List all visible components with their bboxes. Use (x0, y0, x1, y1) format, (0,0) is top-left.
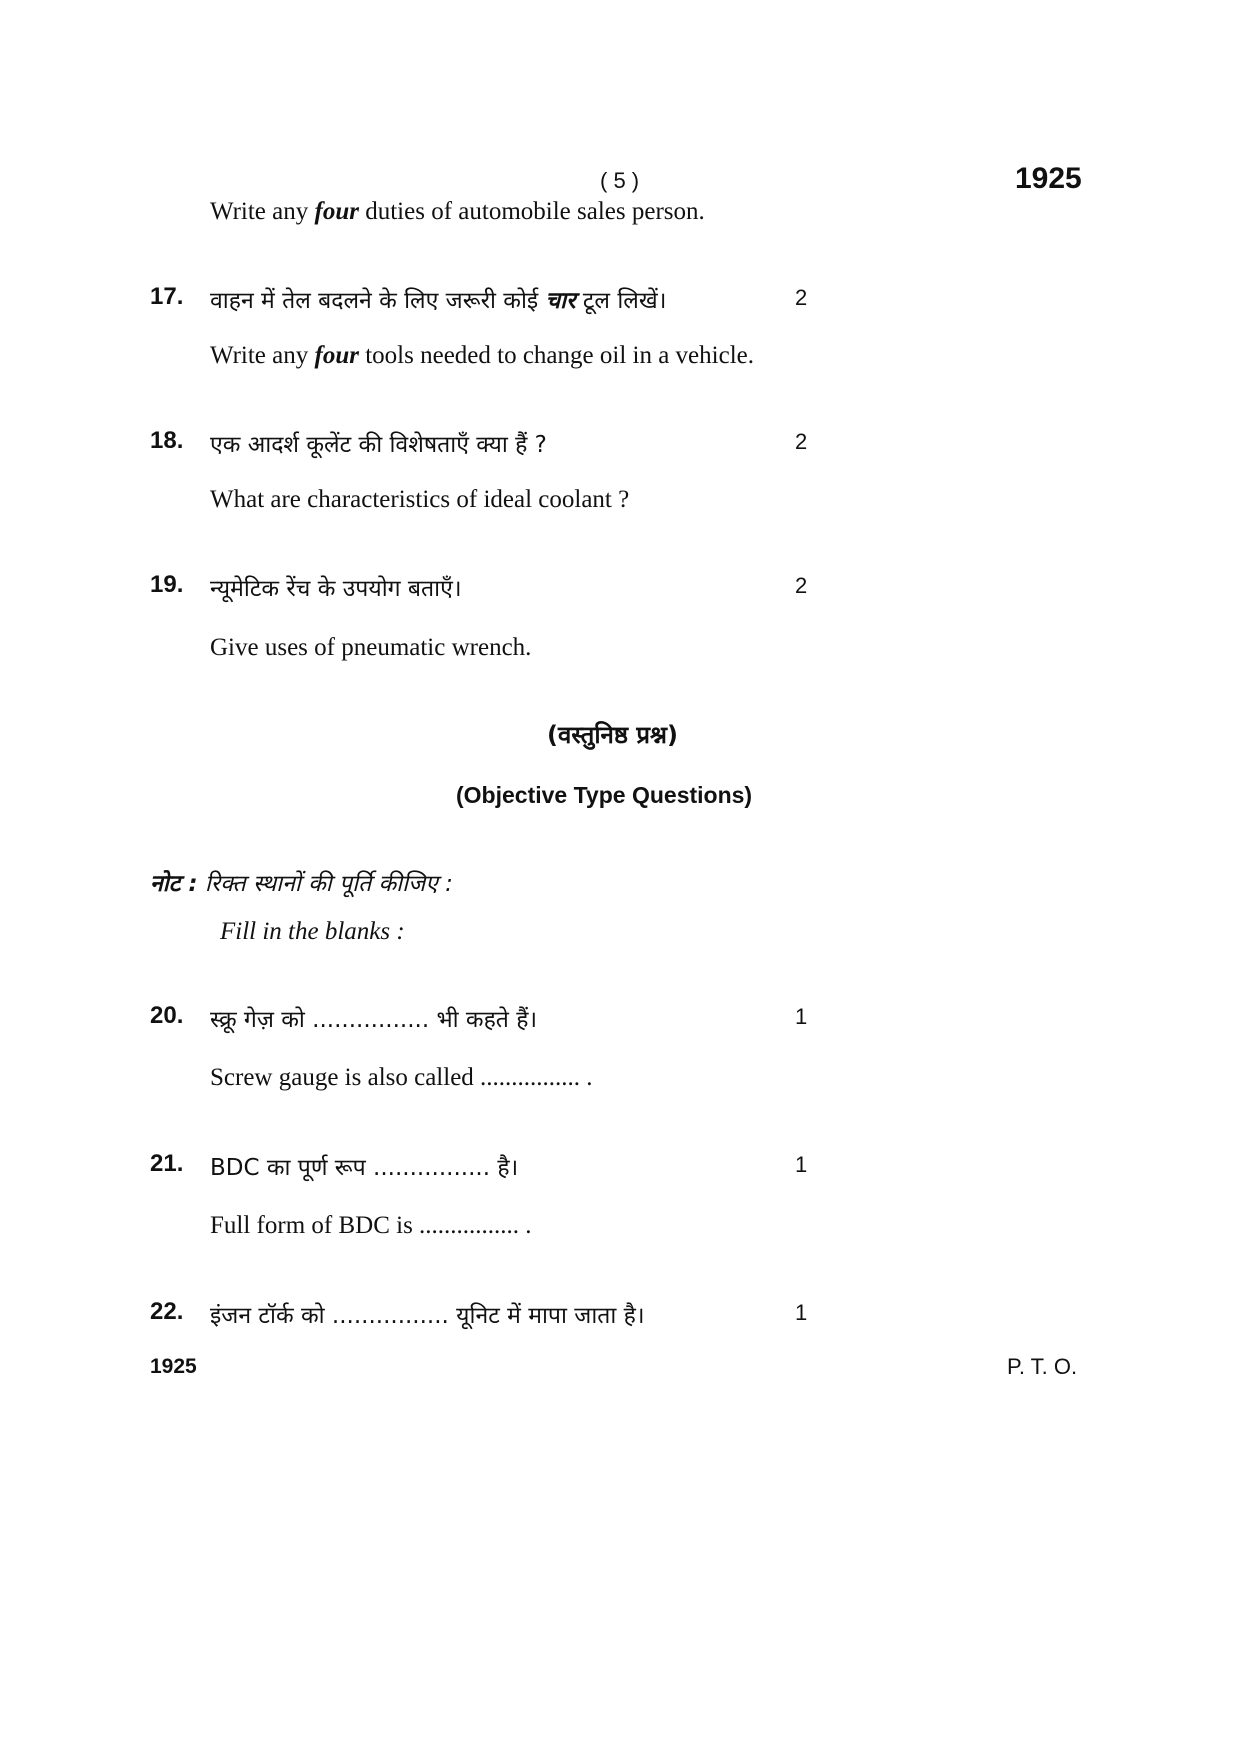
note-label: नोट : (150, 871, 198, 897)
question-20-hindi: स्क्रू गेज़ को ................ भी कहते हैं। (210, 1007, 538, 1033)
question-18-hindi: एक आदर्श कूलेंट की विशेषताएँ क्या हैं ? (210, 432, 547, 458)
question-17-hindi: वाहन में तेल बदलने के लिए जरूरी कोई चार टूल लिखें। (210, 288, 667, 314)
question-number-20: 20. (150, 1002, 184, 1029)
section-title-hindi: (वस्तुनिष्ठ प्रश्न) (547, 721, 678, 749)
footer-pto: P. T. O. (1007, 1354, 1078, 1379)
question-17-marks: 2 (795, 285, 808, 310)
question-22-marks: 1 (795, 1300, 808, 1325)
question-number-17: 17. (150, 283, 184, 310)
section-title-english: (Objective Type Questions) (456, 782, 753, 808)
page-number: ( 5 ) (600, 168, 640, 193)
question-18-marks: 2 (795, 429, 808, 454)
question-number-22: 22. (150, 1298, 184, 1325)
question-number-21: 21. (150, 1150, 184, 1177)
question-19-marks: 2 (795, 573, 808, 598)
question-21-marks: 1 (795, 1152, 808, 1177)
question-20-marks: 1 (795, 1004, 808, 1029)
question-20-english: Screw gauge is also called ................ . (210, 1064, 593, 1091)
question-19-hindi: न्यूमेटिक रेंच के उपयोग बताएँ। (210, 576, 462, 602)
question-21-hindi: BDC का पूर्ण रूप ................ है। (210, 1155, 519, 1181)
carryover-english-text: Write any four duties of automobile sales person. (210, 198, 705, 225)
note-english: Fill in the blanks : (220, 918, 405, 945)
question-17-english: Write any four tools needed to change oil in a vehicle. (210, 342, 754, 369)
question-21-english: Full form of BDC is ................ . (210, 1212, 532, 1239)
footer-paper-code: 1925 (150, 1355, 197, 1378)
note-hindi: नोट : रिक्त स्थानों की पूर्ति कीजिए : (150, 871, 453, 897)
question-22-hindi: इंजन टॉर्क को ................ यूनिट में मापा जाता है। (210, 1303, 645, 1329)
question-number-18: 18. (150, 427, 184, 454)
paper-code-header: 1925 (1015, 162, 1082, 195)
question-19-english: Give uses of pneumatic wrench. (210, 634, 532, 661)
question-number-19: 19. (150, 571, 184, 598)
question-18-english: What are characteristics of ideal coolant ? (210, 486, 630, 513)
